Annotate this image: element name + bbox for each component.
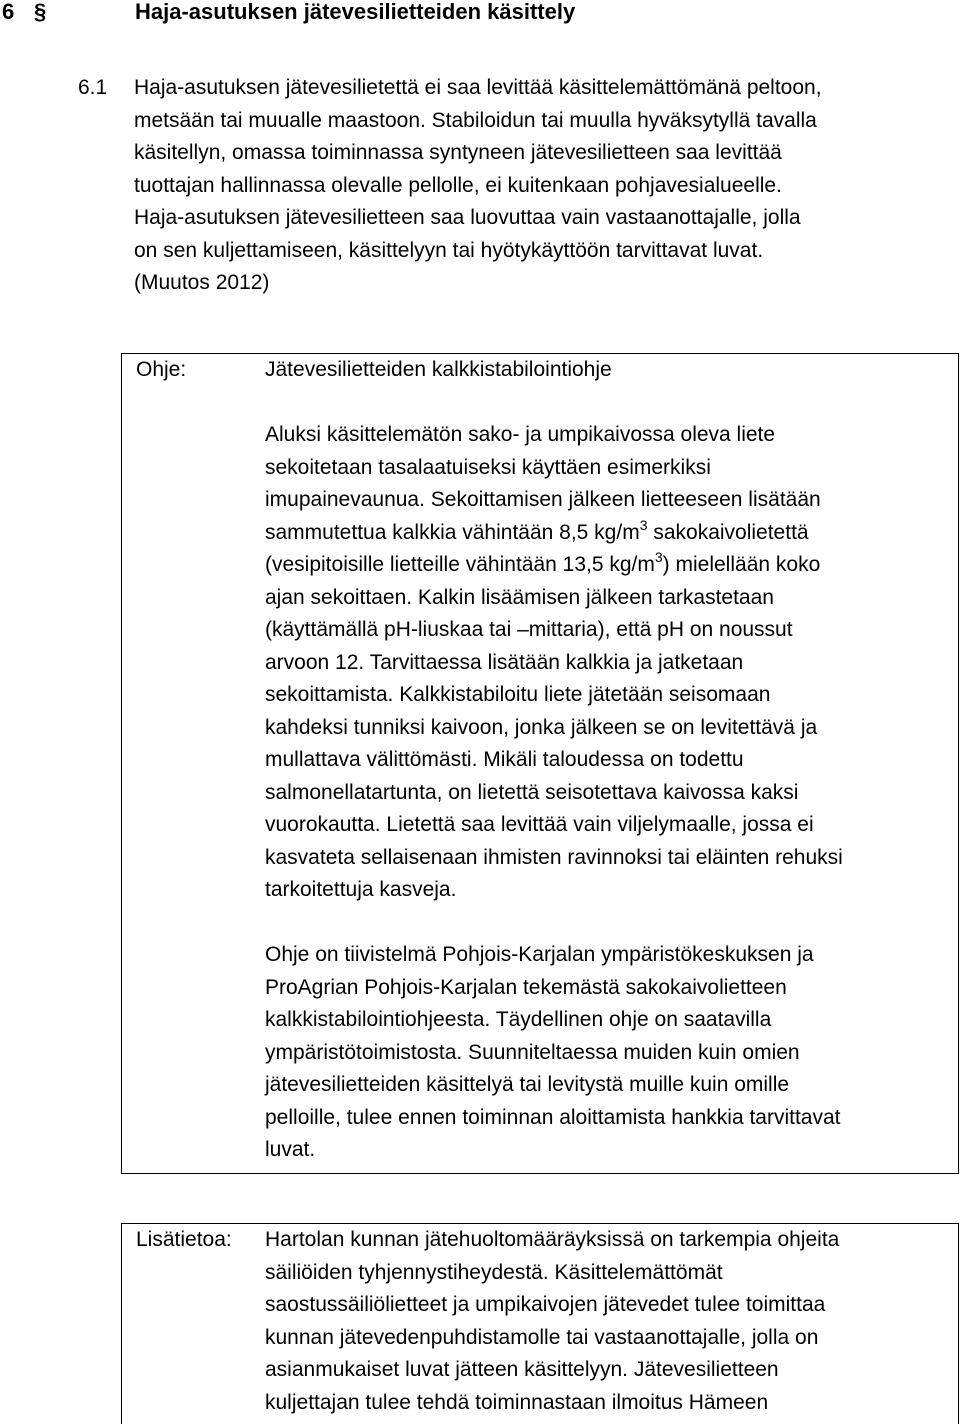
text-line: säiliöiden tyhjennystiheydestä. Käsittelemättömät (265, 1260, 723, 1284)
text-line: mullattava välittömästi. Mikäli taloudessa on todettu (265, 748, 744, 771)
text-line: tuottajan hallinnassa olevalle pellolle, ei kuitenkaan pohjavesialueelle. (134, 173, 782, 197)
section-heading (0, 0, 960, 24)
text-line: asianmukaiset luvat jätteen käsittelyyn. Jätevesilietteen (265, 1358, 779, 1381)
section-title: Haja-asutuksen jätevesilietteiden käsittely (135, 0, 576, 24)
text-line: kuljettajan tulee tehdä toiminnastaan ilmoitus Hämeen (265, 1390, 769, 1414)
text-line: saostussäiliölietteet ja umpikaivojen jätevedet tulee toimittaa (265, 1293, 826, 1316)
text-line: kalkkistabilointiohjeesta. Täydellinen ohje on saatavilla (265, 1008, 772, 1031)
text-line: Ohje on tiivistelmä Pohjois-Karjalan ympäristökeskuksen ja (265, 943, 814, 966)
text-line: on sen kuljettamiseen, käsittelyyn tai hyötykäyttöön tarvittavat luvat. (134, 238, 764, 262)
ohje-content (265, 354, 843, 1167)
text-line: pelloille, tulee ennen toiminnan aloittamista hankkia tarvittavat (265, 1105, 841, 1129)
text-segment: sammutettua kalkkia vähintään 8,5 kg/m (265, 520, 640, 544)
ohje-box (121, 353, 959, 1174)
text-segment: sakokaivolietettä (647, 520, 809, 544)
text-line: Hartolan kunnan jätehuoltomääräyksissä on tarkempia ohjeita (265, 1228, 840, 1251)
text-line: Haja-asutuksen jätevesilietettä ei saa levittää käsittelemättömänä peltoon, (134, 76, 822, 99)
text-line: salmonellatartunta, on lietettä seisotettava kaivossa kaksi (265, 780, 799, 804)
text-line: kasvateta sellaisenaan ihmisten ravinnoksi tai eläinten rehuksi (265, 845, 843, 869)
text-line: imupainevaunua. Sekoittamisen jälkeen lietteeseen lisätään (265, 488, 821, 511)
text-line: ympäristötoimistosta. Suunniteltaessa muiden kuin omien (265, 1040, 800, 1064)
text-line: ajan sekoittaen. Kalkin lisäämisen jälkeen tarkastetaan (265, 585, 774, 609)
text-line: (Muutos 2012) (134, 271, 270, 294)
text-segment: (vesipitoisille lietteille vähintään 13,5 kg/m (265, 553, 655, 576)
text-line: sekoittamista. Kalkkistabiloitu liete jätetään seisomaan (265, 683, 771, 706)
text-line: käsitellyn, omassa toiminnassa syntyneen jätevesilietteen saa levittää (134, 141, 782, 164)
text-line: kahdeksi tunniksi kaivoon, jonka jälkeen se on levitettävä ja (265, 715, 818, 739)
text-segment: ) mielellään koko (662, 553, 821, 576)
text-line: Haja-asutuksen jätevesilietteen saa luovuttaa vain vastaanottajalle, jolla (134, 206, 801, 229)
ohje-label: Ohje: (136, 358, 187, 381)
section-number: 6 (2, 0, 15, 24)
text-line: (käyttämällä pH-liuskaa tai –mittaria), että pH on noussut (265, 618, 793, 641)
lisatietoa-content (265, 1224, 839, 1419)
text-line: metsään tai muualle maastoon. Stabiloidun tai muulla hyväksytyllä tavalla (134, 108, 817, 132)
lisatietoa-box (121, 1223, 959, 1424)
text-line: vuorokautta. Lietettä saa levittää vain viljelymaalle, jossa ei (265, 813, 814, 836)
spacer (265, 387, 843, 420)
text-line: tarkoitettuja kasveja. (265, 878, 457, 901)
subsection-number: 6.1 (78, 76, 108, 99)
subsection-text (134, 72, 934, 300)
superscript: 3 (654, 549, 663, 565)
lisatietoa-label: Lisätietoa: (136, 1228, 232, 1251)
text-line: kunnan jätevedenpuhdistamolle tai vastaanottajalle, jolla on (265, 1325, 819, 1349)
section-sign: § (34, 0, 47, 24)
text-line: arvoon 12. Tarvittaessa lisätään kalkkia ja jatketaan (265, 650, 744, 674)
text-line-with-superscript (265, 549, 843, 582)
text-line: ProAgrian Pohjois-Karjalan tekemästä sakokaivolietteen (265, 975, 787, 999)
text-line-with-superscript (265, 517, 843, 550)
superscript: 3 (639, 516, 648, 533)
text-line: luvat. (265, 1138, 316, 1161)
text-line: Aluksi käsittelemätön sako- ja umpikaivossa oleva liete (265, 423, 776, 446)
ohje-title: Jätevesilietteiden kalkkistabilointiohje (265, 358, 612, 381)
text-line: sekoitetaan tasalaatuiseksi käyttäen esimerkiksi (265, 455, 711, 479)
spacer (265, 907, 843, 940)
text-line: jätevesilietteiden käsittelyä tai levitystä muille kuin omille (265, 1073, 790, 1096)
